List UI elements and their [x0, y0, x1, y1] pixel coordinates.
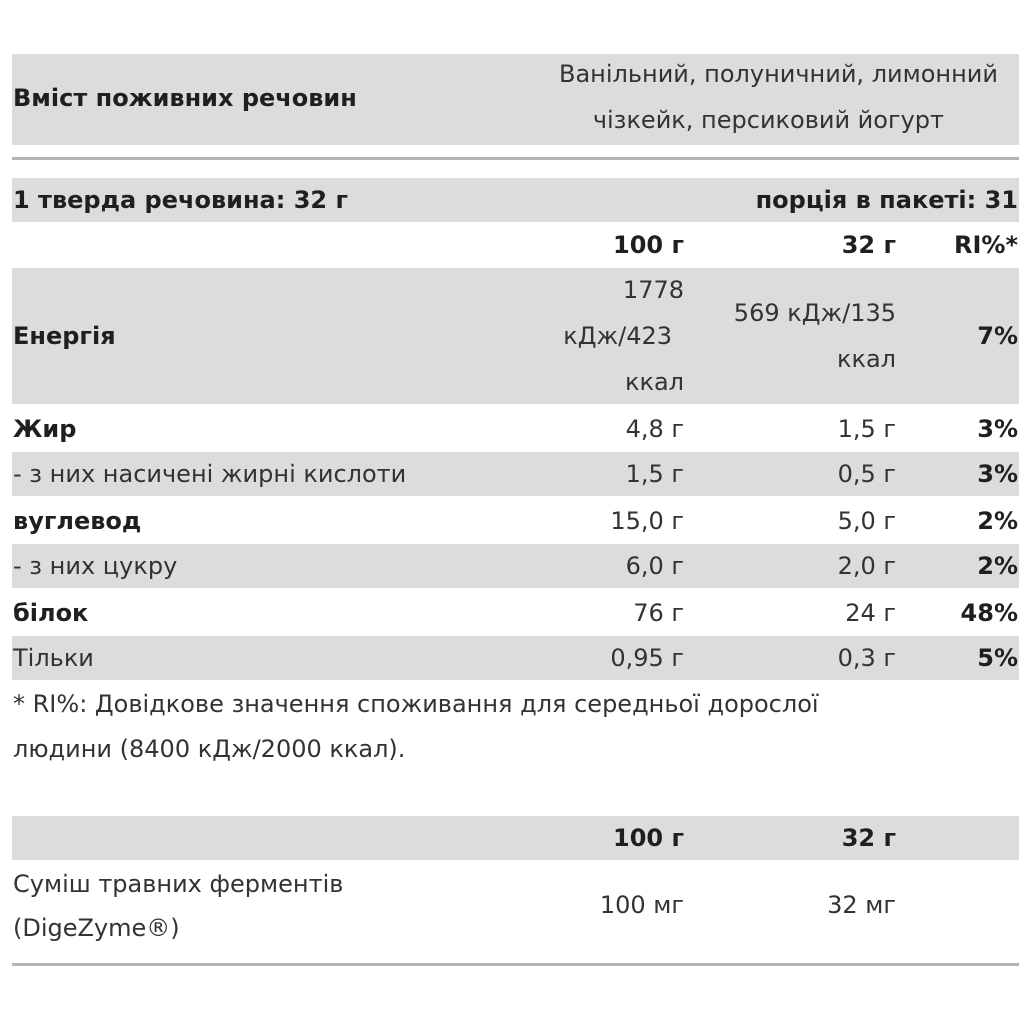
column-header-32g: 32 г — [841, 231, 896, 259]
enzyme-column-32g: 32 г — [841, 824, 896, 852]
enzyme-label-line-1: Суміш травних ферментів — [13, 870, 344, 898]
column-header-ri: RI%* — [953, 231, 1018, 259]
nutrient-ri: 48% — [960, 599, 1018, 627]
nutrient-value-100g: 1,5 г — [625, 460, 684, 488]
nutrient-label: - з них цукру — [13, 552, 178, 580]
nutrient-label: - з них насичені жирні кислоти — [13, 460, 407, 488]
nutrient-ri: 3% — [977, 415, 1018, 443]
energy-32g-line-1: 569 кДж/135 — [733, 299, 896, 327]
enzyme-value-32g: 32 мг — [827, 891, 896, 919]
enzyme-column-100g: 100 г — [613, 824, 684, 852]
nutrient-label: Жир — [13, 415, 77, 443]
energy-100g-line-3: ккал — [624, 368, 684, 396]
table-title: Вміст поживних речовин — [13, 84, 357, 112]
nutrient-label: Тільки — [13, 644, 94, 672]
flavors-line-2: чізкейк, персиковий йогурт — [592, 106, 944, 134]
energy-100g-line-2: кДж/423 — [563, 322, 672, 350]
energy-32g-line-2: ккал — [836, 345, 896, 373]
energy-value-100g — [563, 267, 684, 405]
enzyme-label-line-2: (DigeZyme®) — [13, 914, 180, 942]
nutrient-value-32g: 0,3 г — [837, 644, 896, 672]
header-divider — [12, 157, 1019, 160]
nutrient-ri: 5% — [977, 644, 1018, 672]
footnote-line-1: * RI%: Довідкове значення споживання для середньої дорослої — [13, 690, 819, 718]
nutrient-value-32g: 1,5 г — [837, 415, 896, 443]
energy-label: Енергія — [13, 322, 116, 350]
nutrient-value-32g: 0,5 г — [837, 460, 896, 488]
nutrient-value-100g: 76 г — [633, 599, 684, 627]
enzyme-bottom-divider — [12, 963, 1019, 966]
nutrient-value-100g: 4,8 г — [625, 415, 684, 443]
flavors-line-1: Ванільний, полуничний, лимонний — [559, 60, 998, 88]
nutrient-value-32g: 24 г — [845, 599, 896, 627]
column-header-100g: 100 г — [613, 231, 684, 259]
nutrient-value-100g: 0,95 г — [610, 644, 684, 672]
nutrient-value-32g: 2,0 г — [837, 552, 896, 580]
serving-size: 1 тверда речовина: 32 г — [13, 186, 348, 214]
servings-per-pack: порція в пакеті: 31 — [755, 186, 1018, 214]
nutrient-value-100g: 15,0 г — [610, 507, 684, 535]
energy-value-32g — [734, 290, 896, 382]
nutrient-ri: 2% — [977, 552, 1018, 580]
nutrient-label: білок — [13, 599, 89, 627]
enzyme-value-100g: 100 мг — [599, 891, 684, 919]
nutrient-ri: 3% — [977, 460, 1018, 488]
footnote-line-2: людини (8400 кДж/2000 ккал). — [13, 735, 406, 763]
nutrient-label: вуглевод — [13, 507, 142, 535]
energy-ri: 7% — [977, 322, 1018, 350]
nutrient-value-32g: 5,0 г — [837, 507, 896, 535]
energy-100g-line-1: 1778 — [622, 276, 684, 304]
nutrient-ri: 2% — [977, 507, 1018, 535]
nutrient-value-100g: 6,0 г — [625, 552, 684, 580]
